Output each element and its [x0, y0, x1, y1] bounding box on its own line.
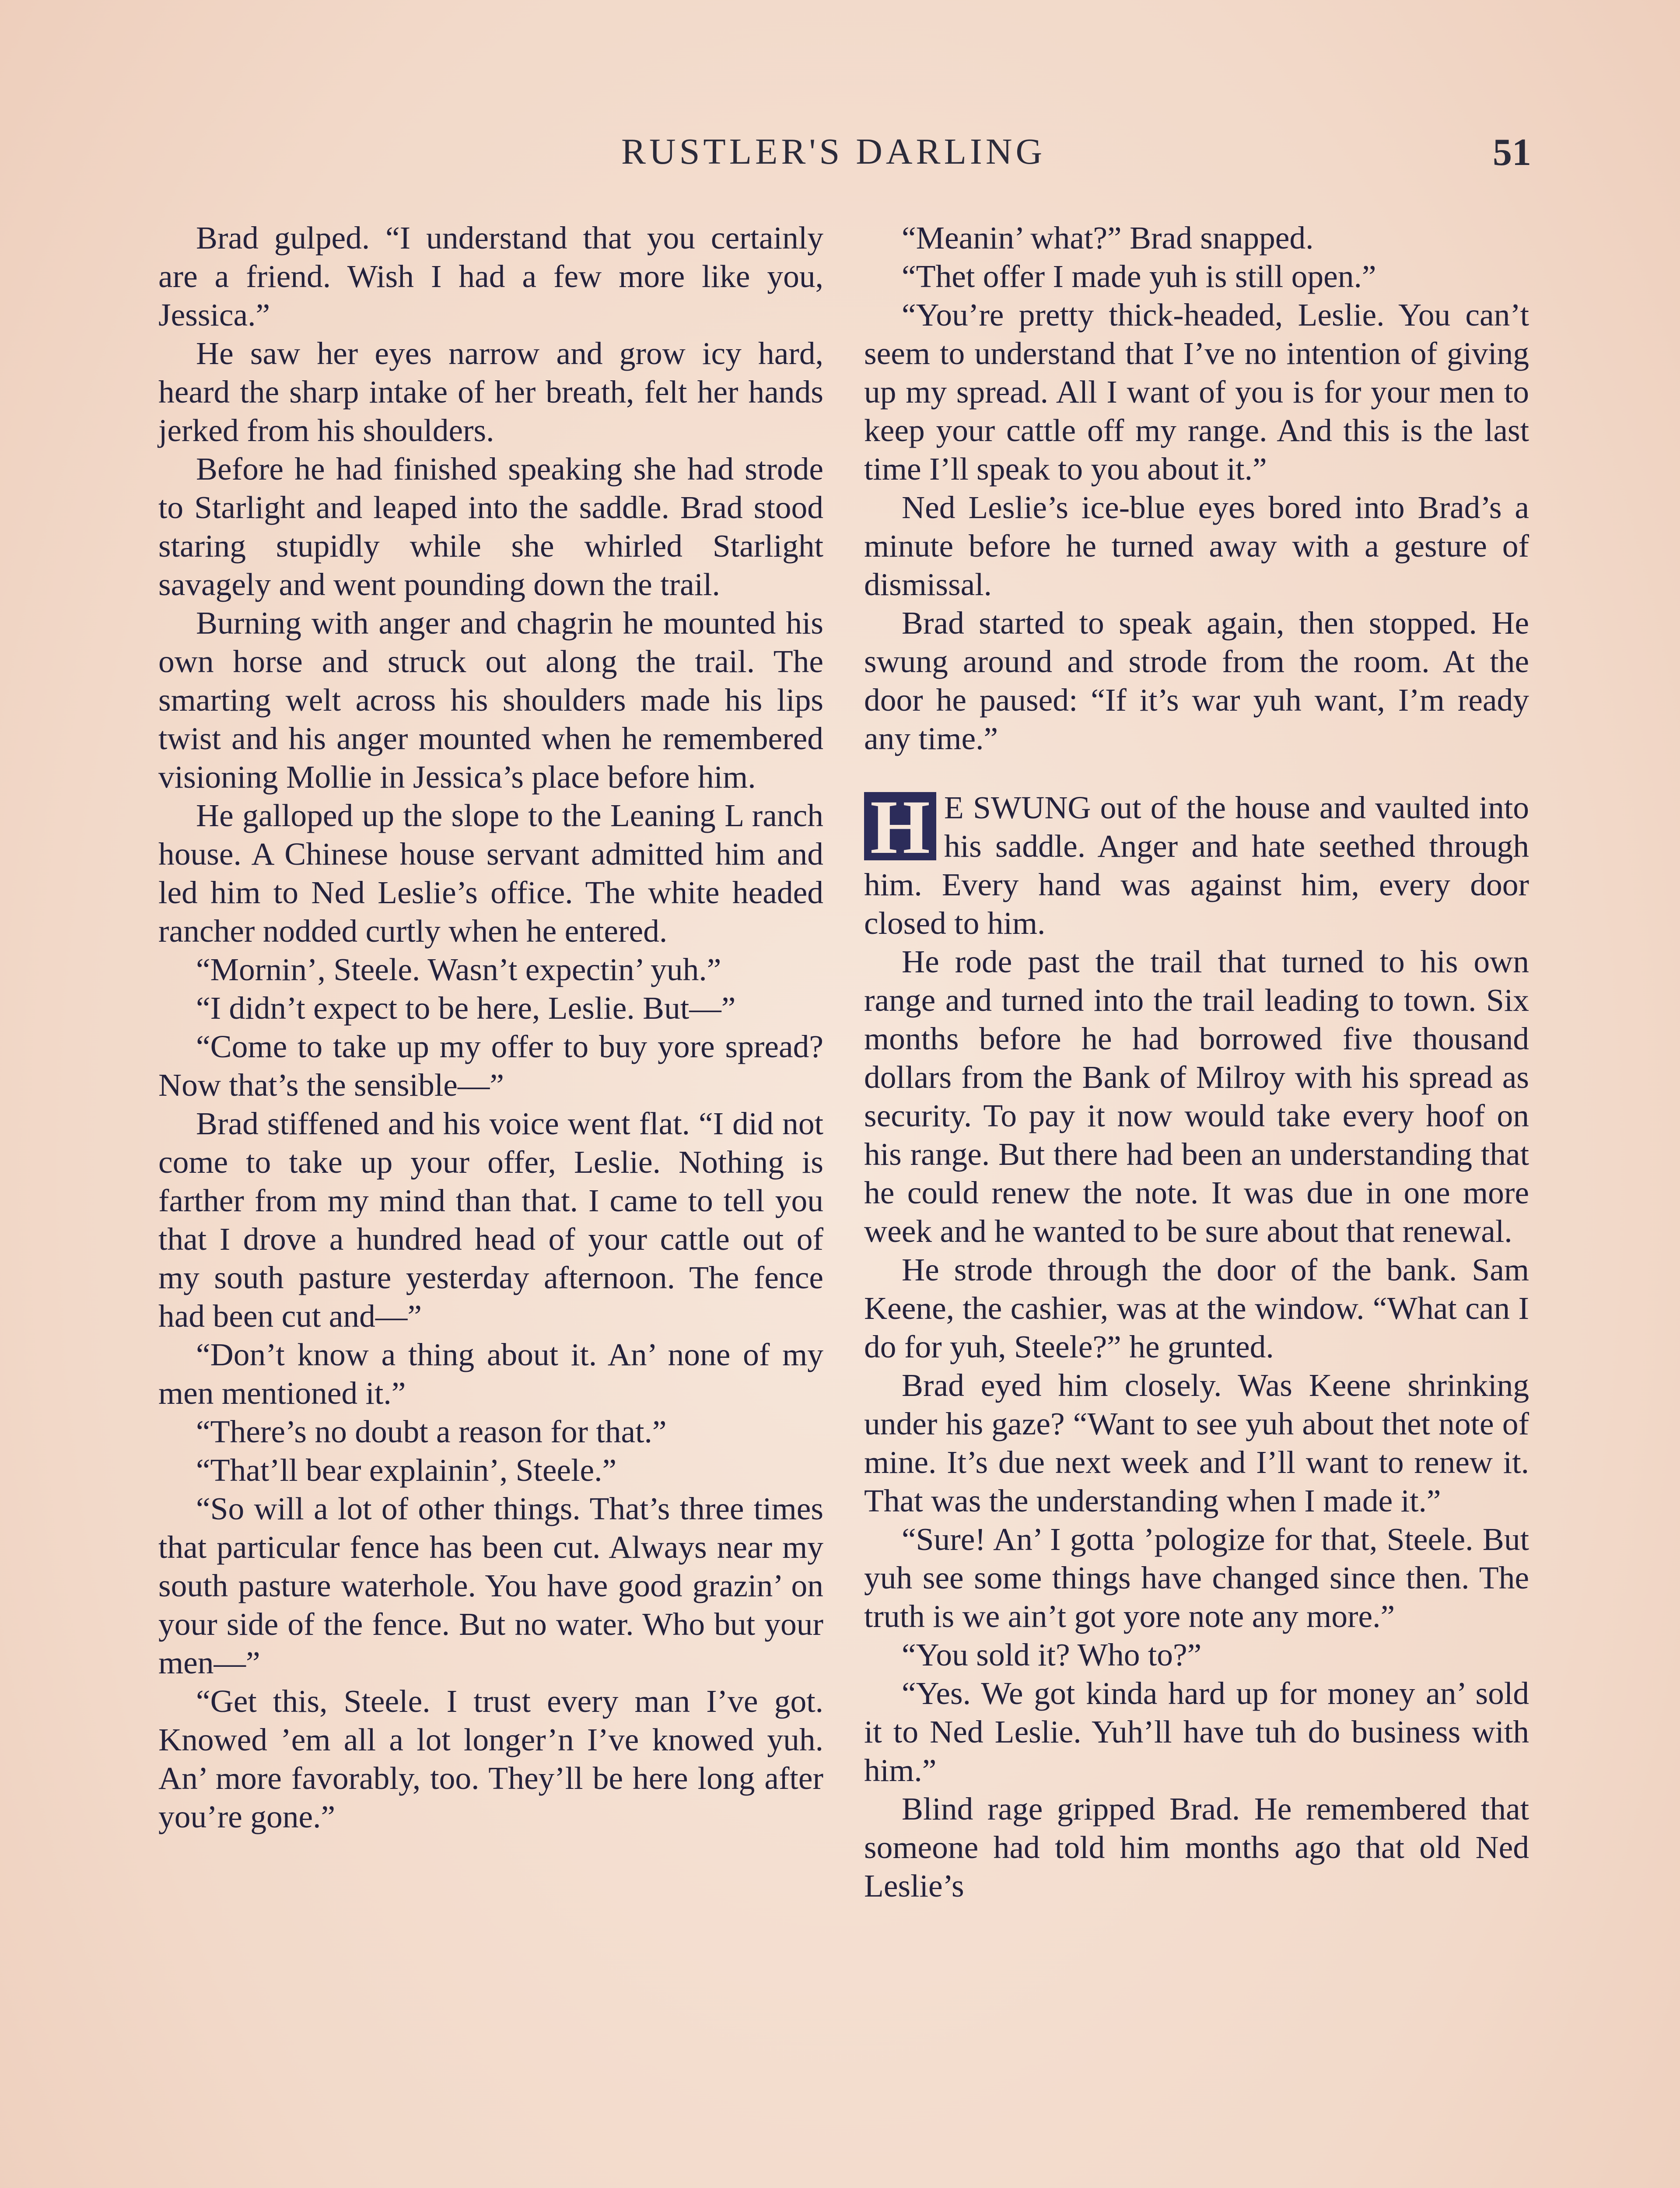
paragraph: “Meanin’ what?” Brad snapped.	[902, 220, 1314, 256]
paragraph: “So will a lot of other things. That’s three times that particular fence has been cut. Always near my south pasture waterhole. You have good grazin’ on your side of the fence. But no water. Who but your men—”	[158, 1491, 823, 1680]
paragraph: “Get this, Steele. I trust every man I’ve got. Knowed ’em all a lot longer’n I’ve knowed yuh. An’ more favorably, too. They’ll be here long after you’re gone.”	[158, 1683, 823, 1834]
section-start-paragraph	[864, 785, 1529, 943]
paragraph: Before he had finished speaking she had strode to Starlight and leaped into the saddle. Brad stood staring stupidly while she whirled Starlight savagely and went pounding down the trail.	[158, 451, 823, 602]
paragraph: “Thet offer I made yuh is still open.”	[902, 259, 1376, 294]
paragraph: “Mornin’, Steele. Wasn’t expectin’ yuh.”	[196, 952, 721, 987]
paragraph: Burning with anger and chagrin he mounted his own horse and struck out along the trail. The smarting welt across his shoulders made his lips twist and his anger mounted when he remembered visioning Mollie in Jessica’s place before him.	[158, 605, 823, 795]
paragraph: “That’ll bear explainin’, Steele.”	[196, 1452, 617, 1488]
paragraph: Blind rage gripped Brad. He remembered that someone had told him months ago that old Ned Leslie’s	[864, 1791, 1529, 1904]
paragraph: “I didn’t expect to be here, Leslie. But—”	[196, 990, 736, 1026]
paragraph: “Yes. We got kinda hard up for money an’ sold it to Ned Leslie. Yuh’ll have tuh do business with him.”	[864, 1676, 1529, 1788]
paragraph: Brad stiffened and his voice went flat. “I did not come to take up your offer, Leslie. Nothing is farther from my mind than that. I came to tell you that I drove a hundred head of your cattle out of my south pasture yesterday afternoon. The fence had been cut and—”	[158, 1106, 823, 1334]
paragraph: Brad eyed him closely. Was Keene shrinking under his gaze? “Want to see yuh about thet note of mine. It’s due next week and I’ll want to renew it. That was the understanding when I made it.”	[864, 1368, 1529, 1518]
paragraph: “You sold it? Who to?”	[902, 1637, 1202, 1673]
paragraph: “Sure! An’ I gotta ’pologize for that, Steele. But yuh see some things have changed since then. The truth is we ain’t got yore note any more.”	[864, 1522, 1529, 1634]
right-column	[864, 219, 1529, 1905]
paragraph: “Don’t know a thing about it. An’ none of my men mentioned it.”	[158, 1337, 823, 1411]
paragraph: “You’re pretty thick-headed, Leslie. You can’t seem to understand that I’ve no intention of giving up my spread. All I want of you is for your men to keep your cattle off my range. And this is the last time I’ll speak to you about it.”	[864, 297, 1529, 487]
paragraph: He saw her eyes narrow and grow icy hard, heard the sharp intake of her breath, felt her hands jerked from his shoulders.	[158, 336, 823, 448]
page-number: 51	[1493, 131, 1531, 174]
paragraph: “There’s no doubt a reason for that.”	[196, 1414, 667, 1449]
drop-cap: H	[864, 792, 936, 860]
paragraph: He rode past the trail that turned to his own range and turned into the trail leading to town. Six months before he had borrowed five thousand dollars from the Bank of Milroy with his spread as security. To pay it now would take every hoof on his range. But there had been an understanding that he could renew the note. It was due in one more week and he wanted to be sure about that renewal.	[864, 944, 1529, 1249]
paragraph: He galloped up the slope to the Leaning L ranch house. A Chinese house servant admitted him and led him to Ned Leslie’s office. The white headed rancher nodded curtly when he entered.	[158, 798, 823, 949]
running-title: RUSTLER'S DARLING	[621, 131, 1046, 172]
paragraph: Brad gulped. “I understand that you certainly are a friend. Wish I had a few more like you, Jessica.”	[158, 220, 823, 333]
paragraph: “Come to take up my offer to buy yore spread? Now that’s the sensible—”	[158, 1029, 823, 1103]
section-start-text: E SWUNG out of the house and vaulted into his saddle. Anger and hate seethed through him. Every hand was against him, every door closed to him.	[864, 790, 1529, 941]
running-head	[158, 130, 1531, 183]
left-column	[158, 219, 823, 1836]
paragraph: Brad started to speak again, then stopped. He swung around and strode from the room. At the door he paused: “If it’s war yuh want, I’m ready any time.”	[864, 605, 1529, 756]
paragraph: Ned Leslie’s ice-blue eyes bored into Brad’s a minute before he turned away with a gesture of dismissal.	[864, 490, 1529, 602]
paragraph: He strode through the door of the bank. Sam Keene, the cashier, was at the window. “What can I do for yuh, Steele?” he grunted.	[864, 1252, 1529, 1364]
